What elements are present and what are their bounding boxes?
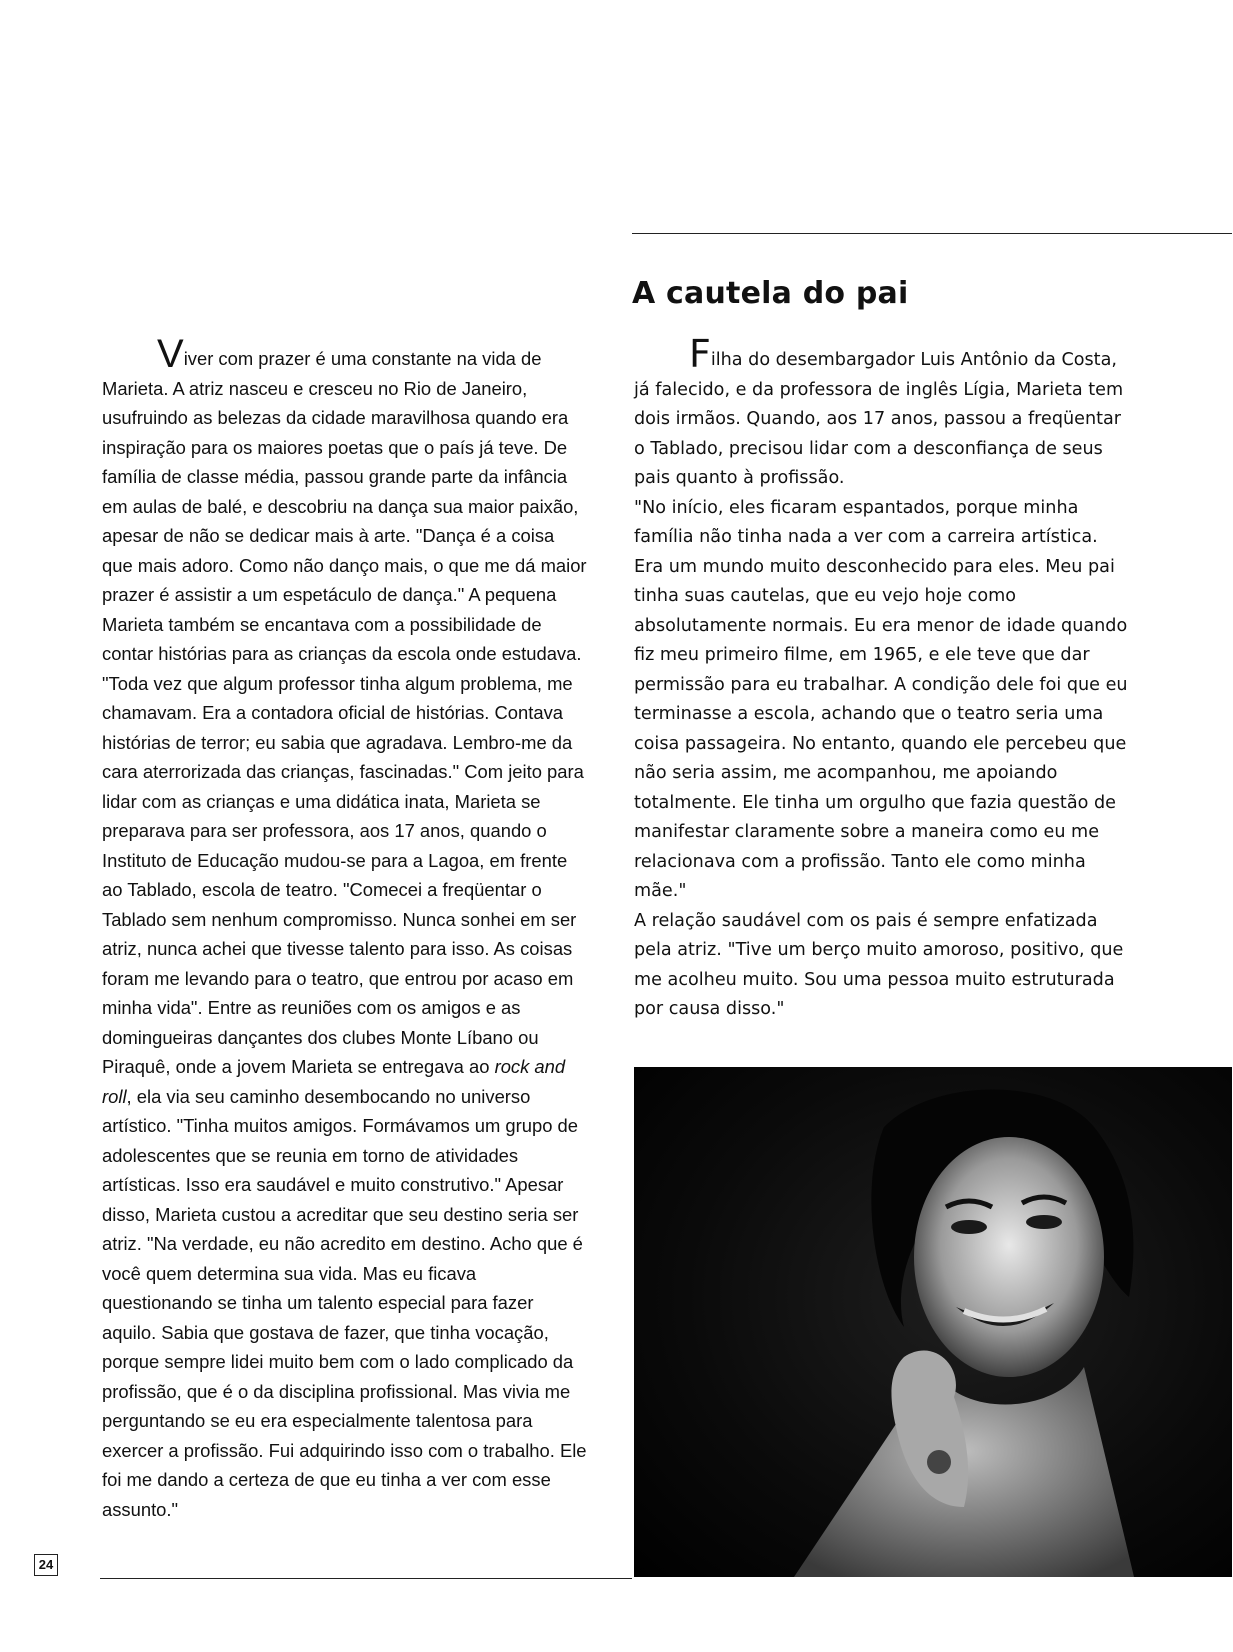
right-column — [634, 332, 1132, 1025]
left-text-start: iver com prazer é uma constante na vida de Marieta. A atriz nasceu e cresceu no Rio de Janeiro, usufruindo as belezas da cidade maravilhosa quando era inspiração para os maiores poetas que o país já teve. De família de classe média, passou grande parte da infância em aulas de balé, e descobriu na dança sua maior paixão, apesar de não se dedicar mais à arte. "Dança é a coisa que mais adoro. Como não danço mais, o que me dá maior prazer é assistir a um espetáculo de dança." A pequena Marieta também se encantava com a possibilidade de contar histórias para as crianças da escola onde estudava. "Toda vez que algum professor tinha algum problema, me chamavam. Era a contadora oficial de histórias. Contava histórias de terror; eu sabia que agradava. Lembro-me da cara aterrorizada das crianças, fascinadas." Com jeito para lidar com as crianças e uma didática inata, Marieta se preparava para ser professora, aos 17 anos, quando o Instituto de Educação mudou-se para a Lagoa, em frente ao Tablado, escola de teatro. "Comecei a freqüentar o Tablado sem nenhum compromisso. Nunca sonhei em ser atriz, nunca achei que tivesse talento para isso. As coisas foram me levando para o teatro, que entrou por acaso em minha vida". Entre as reuniões com os amigos e as domingueiras dançantes dos clubes Monte Líbano ou Piraquê, onde a jovem Marieta se entregava ao — [102, 348, 587, 1077]
right-text-1: ilha do desembargador Luis Antônio da Costa, já falecido, e da professora de inglês Lígia, Marieta tem dois irmãos. Quando, aos 17 anos, passou a freqüentar o Tablado, precisou lidar com a desconfiança de seus pais quanto à profissão. — [634, 350, 1124, 488]
italic-phrase: rock and roll — [102, 1056, 566, 1107]
right-paragraph-2: "No início, eles ficaram espantados, porque minha família não tinha nada a ver com a carreira artística. Era um mundo muito desconhecido para eles. Meu pai tinha suas cautelas, que eu vejo hoje como absolutamente normais. Eu era menor de idade quando fiz meu primeiro filme, em 1965, e ele teve que dar permissão para eu trabalhar. A condição dele foi que eu terminasse a escola, achando que o teatro seria uma coisa passageira. No entanto, quando ele percebeu que não seria assim, me acompanhou, me apoiando totalmente. Ele tinha um orgulho que fazia questão de manifestar claramente sobre a maneira como eu me relacionava com a profissão. Tanto ele como minha mãe." — [634, 497, 1128, 901]
section-title: A cautela do pai — [632, 276, 909, 311]
left-paragraph — [102, 332, 588, 1524]
dropcap-v: V — [157, 332, 184, 376]
top-divider — [632, 233, 1232, 234]
left-column — [102, 332, 588, 1524]
right-paragraph-3: A relação saudável com os pais é sempre enfatizada pela atriz. "Tive um berço muito amoroso, positivo, que me acolheu muito. Sou uma pessoa muito estruturada por causa disso." — [634, 910, 1124, 1019]
left-text-end: , ela via seu caminho desembocando no universo artístico. "Tinha muitos amigos. Formávamos um grupo de adolescentes que se reunia em torno de atividades artísticas. Isso era saudável e muito construtivo." Apesar disso, Marieta custou a acreditar que seu destino seria ser atriz. "Na verdade, eu não acredito em destino. Acho que é você quem determina sua vida. Mas eu ficava questionando se tinha um talento especial para fazer aquilo. Sabia que gostava de fazer, que tinha vocação, porque sempre lidei muito bem com o lado complicado da profissão, que é o da disciplina profissional. Mas vivia me perguntando se eu era especialmente talentosa para exercer a profissão. Fui adquirindo isso com o trabalho. Ele foi me dando a certeza de que eu tinha a ver com esse assunto." — [102, 1085, 587, 1520]
portrait-illustration — [634, 1067, 1232, 1577]
portrait-photo — [634, 1067, 1232, 1577]
right-paragraph-1 — [634, 332, 1132, 494]
bottom-divider — [100, 1578, 632, 1579]
dropcap-f: F — [689, 332, 711, 376]
page-number: 24 — [34, 1554, 58, 1576]
